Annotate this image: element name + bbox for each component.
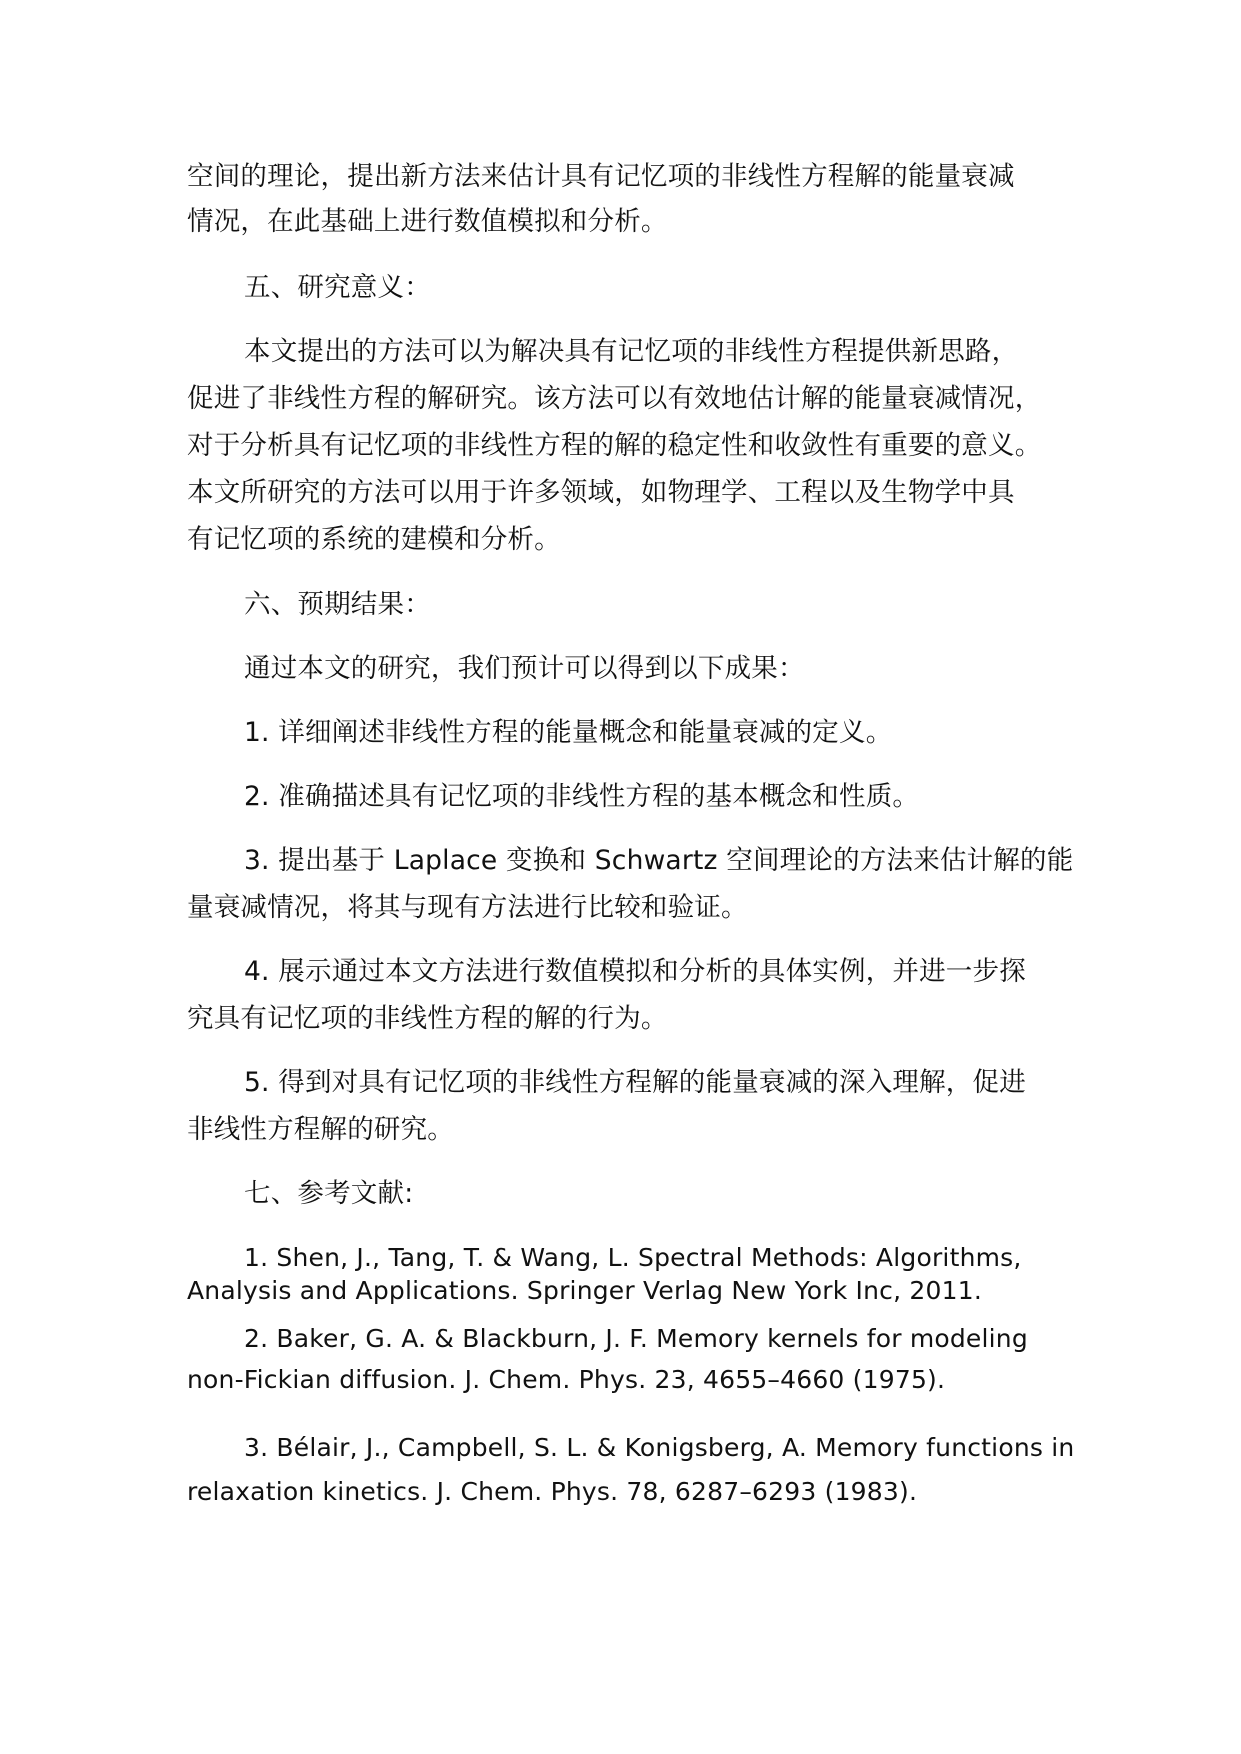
section-5-line-4: 本文所研究的方法可以用于许多领域，如物理学、工程以及生物学中具	[187, 477, 1015, 508]
reference-2-line-1: 2. Baker, G. A. & Blackburn, J. F. Memory kernels for modeling	[244, 1324, 1028, 1353]
section-7-heading: 七、参考文献:	[244, 1178, 414, 1209]
result-item-2: 2. 准确描述具有记忆项的非线性方程的基本概念和性质。	[244, 781, 920, 812]
result-item-1: 1. 详细阐述非线性方程的能量概念和能量衰减的定义。	[244, 717, 893, 748]
section-6-intro: 通过本文的研究，我们预计可以得到以下成果：	[244, 653, 805, 684]
reference-1-line-2: Analysis and Applications. Springer Verlag New York Inc, 2011.	[187, 1276, 982, 1305]
reference-2-line-2: non-Fickian diffusion. J. Chem. Phys. 23, 4655–4660 (1975).	[187, 1365, 946, 1394]
intro-line-2: 情况，在此基础上进行数值模拟和分析。	[187, 206, 668, 237]
result-item-5-line-1: 5. 得到对具有记忆项的非线性方程解的能量衰减的深入理解，促进	[244, 1067, 1026, 1098]
section-5-line-2: 促进了非线性方程的解研究。该方法可以有效地估计解的能量衰减情况，	[187, 383, 1042, 414]
section-5-line-5: 有记忆项的系统的建模和分析。	[187, 524, 561, 555]
section-5-line-3: 对于分析具有记忆项的非线性方程的解的稳定性和收敛性有重要的意义。	[187, 430, 1042, 461]
result-item-4-line-2: 究具有记忆项的非线性方程的解的行为。	[187, 1003, 668, 1034]
reference-3-line-1: 3. Bélair, J., Campbell, S. L. & Konigsberg, A. Memory functions in	[244, 1433, 1075, 1462]
intro-line-1: 空间的理论，提出新方法来估计具有记忆项的非线性方程解的能量衰减	[187, 161, 1015, 192]
result-item-3-line-1: 3. 提出基于 Laplace 变换和 Schwartz 空间理论的方法来估计解的能	[244, 845, 1074, 876]
section-6-heading: 六、预期结果：	[244, 589, 431, 620]
section-5-heading: 五、研究意义：	[244, 272, 431, 303]
result-item-5-line-2: 非线性方程解的研究。	[187, 1114, 454, 1145]
result-item-3-line-2: 量衰减情况，将其与现有方法进行比较和验证。	[187, 892, 748, 923]
section-5-line-1: 本文提出的方法可以为解决具有记忆项的非线性方程提供新思路，	[244, 336, 1019, 367]
reference-1-line-1: 1. Shen, J., Tang, T. & Wang, L. Spectral Methods: Algorithms,	[244, 1243, 1022, 1272]
reference-3-line-2: relaxation kinetics. J. Chem. Phys. 78, 6287–6293 (1983).	[187, 1477, 918, 1506]
result-item-4-line-1: 4. 展示通过本文方法进行数值模拟和分析的具体实例，并进一步探	[244, 956, 1026, 987]
